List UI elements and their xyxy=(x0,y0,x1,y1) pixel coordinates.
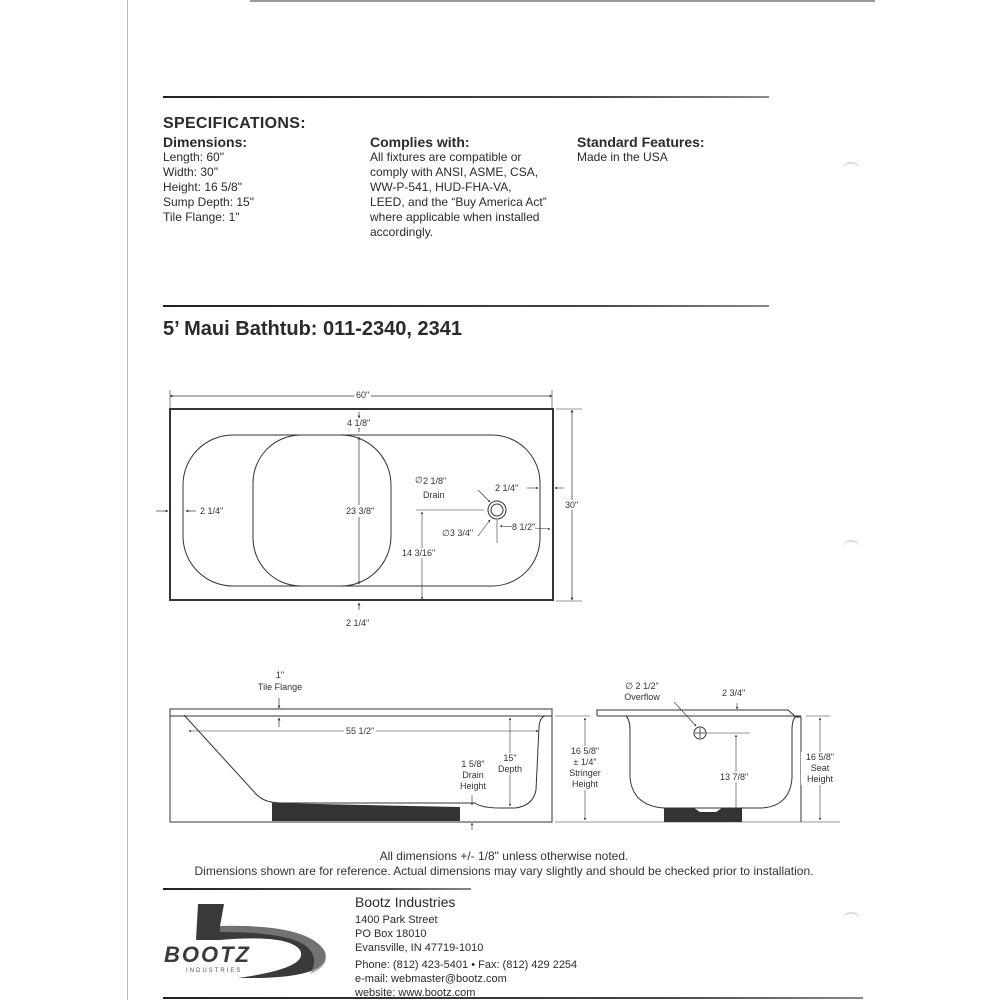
dim-overflow-height: 13 7/8" xyxy=(720,772,749,782)
depth-label: Depth xyxy=(497,764,523,774)
complies-line: comply with ANSI, ASME, CSA, xyxy=(370,165,539,179)
dimension-width: Width: 30" xyxy=(163,165,218,179)
dim-drain-from-end: 8 1/2" xyxy=(512,522,536,532)
footer-divider xyxy=(163,888,471,890)
dim-top-rim: 4 1/8" xyxy=(347,418,371,428)
company-email[interactable]: e-mail: webmaster@bootz.com xyxy=(355,973,507,985)
tile-flange-label: Tile Flange xyxy=(257,682,303,692)
feature-line: Made in the USA xyxy=(577,150,668,164)
seat-label: Height xyxy=(806,774,833,784)
overflow xyxy=(612,681,672,703)
dim-inner-length: 55 1/2" xyxy=(346,726,375,736)
complies-line: All fixtures are compatible or xyxy=(370,150,522,164)
bootz-logo xyxy=(160,896,335,984)
overflow-dia: ∅ 2 1/2" xyxy=(625,681,659,691)
complies-line: WW-P-541, HUD-FHA-VA, xyxy=(370,180,512,194)
company-website[interactable]: website: www.bootz.com xyxy=(355,987,476,999)
complies-heading: Complies with: xyxy=(370,134,470,150)
stringer-label: Height xyxy=(571,779,598,789)
features-heading: Standard Features: xyxy=(577,134,705,150)
drain-dia-symbol: ∅ xyxy=(415,475,423,485)
drain-label: Drain xyxy=(423,490,445,500)
dim-bottom-rim: 2 1/4" xyxy=(346,618,370,628)
logo-subtext: INDUSTRIES xyxy=(186,968,243,974)
dim-drain-outer-dia xyxy=(442,528,473,539)
dim-inner-width: 23 3/8" xyxy=(346,506,375,516)
dimensions-heading: Dimensions: xyxy=(163,134,248,150)
stringer-tolerance: ± 1/4" xyxy=(573,757,597,767)
dimension-height: Height: 16 5/8" xyxy=(163,180,242,194)
company-phone-fax: Phone: (812) 423-5401 • Fax: (812) 429 2254 xyxy=(355,959,578,971)
stringer-value: 16 5/8" xyxy=(570,746,600,756)
depth-value: 15" xyxy=(503,753,517,763)
drain-height-label: Drain xyxy=(462,770,484,780)
seat-height xyxy=(801,752,839,785)
dim-rim-width: 2 3/4" xyxy=(722,688,746,698)
dim-drain-dia: 2 1/8" xyxy=(423,476,447,486)
dimension-length: Length: 60" xyxy=(163,150,224,164)
tile-flange-value: 1" xyxy=(275,670,285,680)
logo-text: BOOTZ xyxy=(164,942,251,967)
seat-label: Seat xyxy=(810,763,830,773)
drain-height-label: Height xyxy=(459,781,486,791)
dimension-sump-depth: Sump Depth: 15" xyxy=(163,195,254,209)
reference-note: Dimensions shown are for reference. Actual dimensions may vary slightly and should be checked prior to installation. xyxy=(194,864,814,878)
dim-drain-outer-value: 3 3/4" xyxy=(449,528,474,538)
complies-line: accordingly. xyxy=(370,225,434,239)
depth xyxy=(494,753,526,775)
company-address-pobox: PO Box 18010 xyxy=(355,928,427,940)
company-name: Bootz Industries xyxy=(355,894,456,910)
drain-height-value: 1 5/8" xyxy=(461,759,485,769)
overflow-label: Overflow xyxy=(624,692,660,702)
dim-right-rim: 2 1/4" xyxy=(495,483,519,493)
complies-line: where applicable when installed xyxy=(370,210,540,224)
dim-width: 30" xyxy=(565,500,579,510)
drain-height xyxy=(455,759,491,792)
complies-line: LEED, and the “Buy America Act” xyxy=(370,195,547,209)
dim-overall-length: 60" xyxy=(356,390,370,400)
dim-drain-from-side: 14 3/16" xyxy=(402,548,436,558)
specifications-title: SPECIFICATIONS: xyxy=(163,115,306,132)
dia-symbol: ∅ xyxy=(442,528,450,538)
company-address-street: 1400 Park Street xyxy=(355,914,438,926)
company-info xyxy=(355,894,577,1000)
dimension-tile-flange: Tile Flange: 1" xyxy=(163,210,240,224)
stringer-height xyxy=(563,746,607,790)
dim-left-rim: 2 1/4" xyxy=(200,506,224,516)
seat-value: 16 5/8" xyxy=(805,752,835,762)
product-title: 5’ Maui Bathtub: 011-2340, 2341 xyxy=(163,318,463,340)
tolerance-note: All dimensions +/- 1/8" unless otherwise noted. xyxy=(379,849,629,863)
stringer-label: Stringer xyxy=(569,768,601,778)
company-address-city: Evansville, IN 47719-1010 xyxy=(355,942,484,954)
